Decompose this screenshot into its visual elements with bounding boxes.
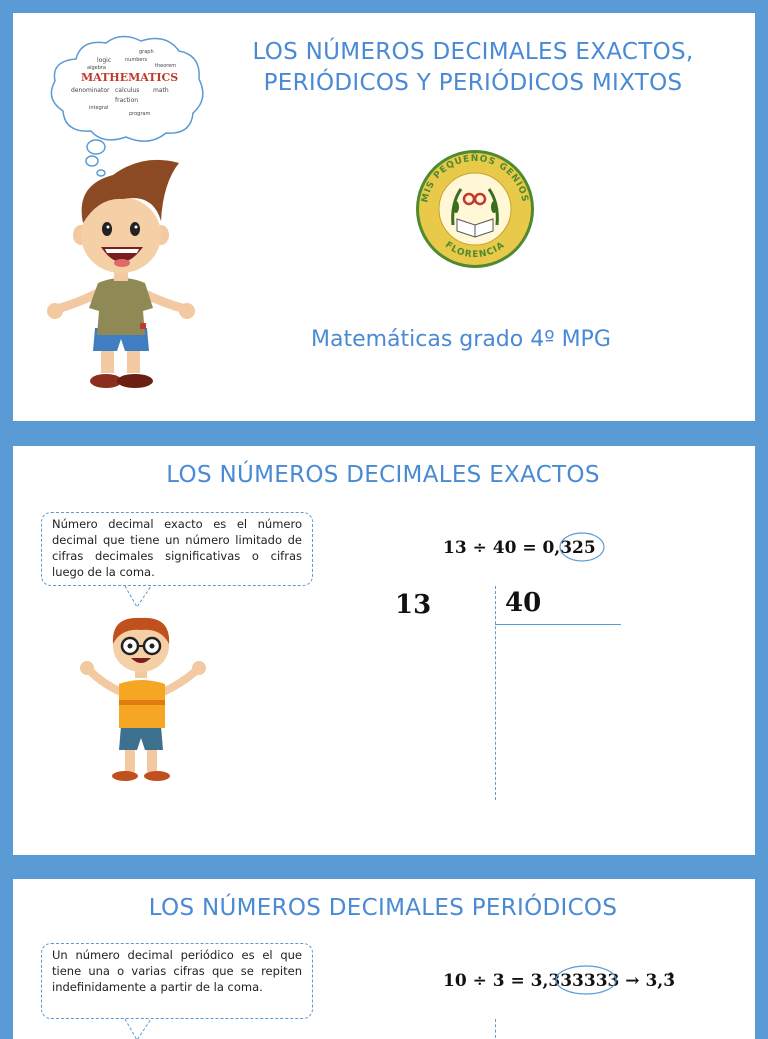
cover-title-line1: LOS NÚMEROS DECIMALES EXACTOS, bbox=[252, 39, 694, 65]
slide-cover bbox=[13, 13, 755, 421]
svg-text:FLORENCIA bbox=[443, 240, 507, 260]
boy-glasses-illustration bbox=[75, 614, 215, 790]
equation-exactos: 13 ÷ 40 = 0,325 bbox=[443, 538, 596, 558]
cloud-word-1: denominator bbox=[71, 87, 110, 94]
slide-decimales-exactos bbox=[13, 446, 755, 855]
definition-bubble-exactos bbox=[41, 512, 313, 586]
bubble-tail-periodicos bbox=[123, 1018, 153, 1039]
logo-top-text: MIS PEQUEÑOS GENIOS bbox=[420, 153, 530, 204]
cloud-word-main: MATHEMATICS bbox=[81, 71, 179, 84]
bubble-tail bbox=[123, 585, 153, 609]
period-circle-highlight-periodicos bbox=[553, 963, 619, 997]
cloud-word-5: algebra bbox=[87, 65, 106, 71]
svg-text:MIS PEQUEÑOS GENIOS bbox=[420, 153, 529, 204]
school-logo-text bbox=[413, 147, 537, 271]
equation-periodicos: 10 ÷ 3 = 3,333333 → 3,3̂ bbox=[443, 971, 676, 991]
logo-bottom-text: FLORENCIA bbox=[442, 240, 508, 261]
cloud-word-4: fraction bbox=[115, 97, 139, 104]
division-horizontal-line bbox=[495, 624, 621, 625]
definition-text-exactos: Número decimal exacto es el número decimal que tiene un número limitado de cifras decimales significativas o cifras luego de la coma. bbox=[52, 517, 302, 579]
definition-bubble-periodicos bbox=[41, 943, 313, 1019]
period-circle-highlight bbox=[557, 530, 607, 564]
cloud-word-7: integral bbox=[89, 105, 109, 111]
cloud-word-9: program bbox=[129, 111, 151, 117]
division-vertical-line bbox=[495, 586, 496, 800]
cloud-word-2: calculus bbox=[115, 87, 140, 94]
division-divisor: 40 bbox=[505, 588, 542, 618]
cover-subtitle: Matemáticas grado 4º MPG bbox=[311, 327, 611, 352]
cover-title-line2: PERIÓDICOS Y PERIÓDICOS MIXTOS bbox=[263, 70, 683, 96]
division-vertical-line-periodicos bbox=[495, 1019, 496, 1039]
cloud-word-3: math bbox=[153, 87, 169, 94]
cloud-word-0: logic bbox=[97, 57, 112, 64]
cloud-word-10: graph bbox=[139, 49, 154, 55]
division-dividend: 13 bbox=[395, 590, 432, 620]
slide2-title: LOS NÚMEROS DECIMALES EXACTOS bbox=[166, 462, 600, 488]
definition-text-periodicos: Un número decimal periódico es el que tiene una o varias cifras que se repiten indefinidamente a partir de la coma. bbox=[52, 948, 302, 994]
slide3-title: LOS NÚMEROS DECIMALES PERIÓDICOS bbox=[148, 895, 618, 921]
cloud-word-6: numbers bbox=[125, 57, 148, 63]
slide-decimales-periodicos bbox=[13, 879, 755, 1039]
boy-cartoon-illustration bbox=[43, 143, 203, 393]
cloud-word-8: theorem bbox=[155, 63, 177, 69]
